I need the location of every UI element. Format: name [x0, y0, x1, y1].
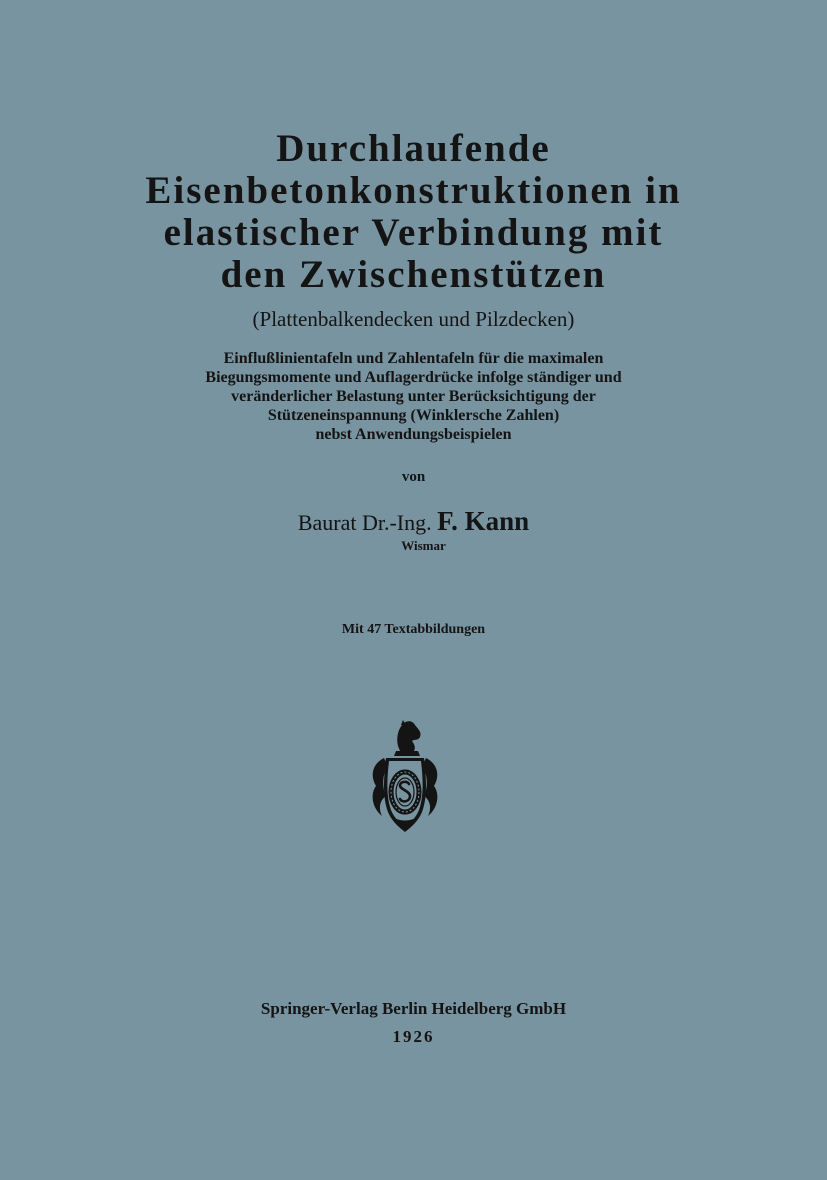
book-subtitle: (Plattenbalkendecken und Pilzdecken) [252, 307, 575, 331]
title-line: den Zwischenstützen [220, 253, 607, 296]
author-line [0, 508, 827, 536]
title-line: Durchlaufende [276, 127, 551, 170]
title-line: elastischer Verbindung mit [163, 211, 664, 254]
description-line: Einflußlinientafeln und Zahlentafeln für die maximalen [223, 350, 604, 367]
by-label: von [401, 469, 426, 485]
springer-knight-icon [362, 716, 448, 836]
book-title [0, 128, 827, 296]
publication-year: 1926 [392, 1027, 435, 1046]
illustrations-note: Mit 47 Textabbildungen [341, 622, 486, 637]
book-description [0, 349, 827, 444]
description-line: Stützeneinspannung (Winklersche Zahlen) [267, 407, 560, 424]
publisher: Springer-Verlag Berlin Heidelberg GmbH [260, 999, 567, 1018]
description-line: veränderlicher Belastung unter Berücksichtigung der [231, 388, 596, 405]
description-line: Biegungsmomente und Auflagerdrücke infolge ständiger und [205, 369, 622, 386]
author-place: Wismar [401, 538, 446, 553]
description-line: nebst Anwendungsbeispielen [315, 426, 512, 443]
title-line: Eisenbetonkonstruktionen in [145, 169, 682, 212]
author-prefix: Baurat Dr.-Ing. [297, 510, 432, 535]
author-name: F. Kann [437, 506, 530, 536]
